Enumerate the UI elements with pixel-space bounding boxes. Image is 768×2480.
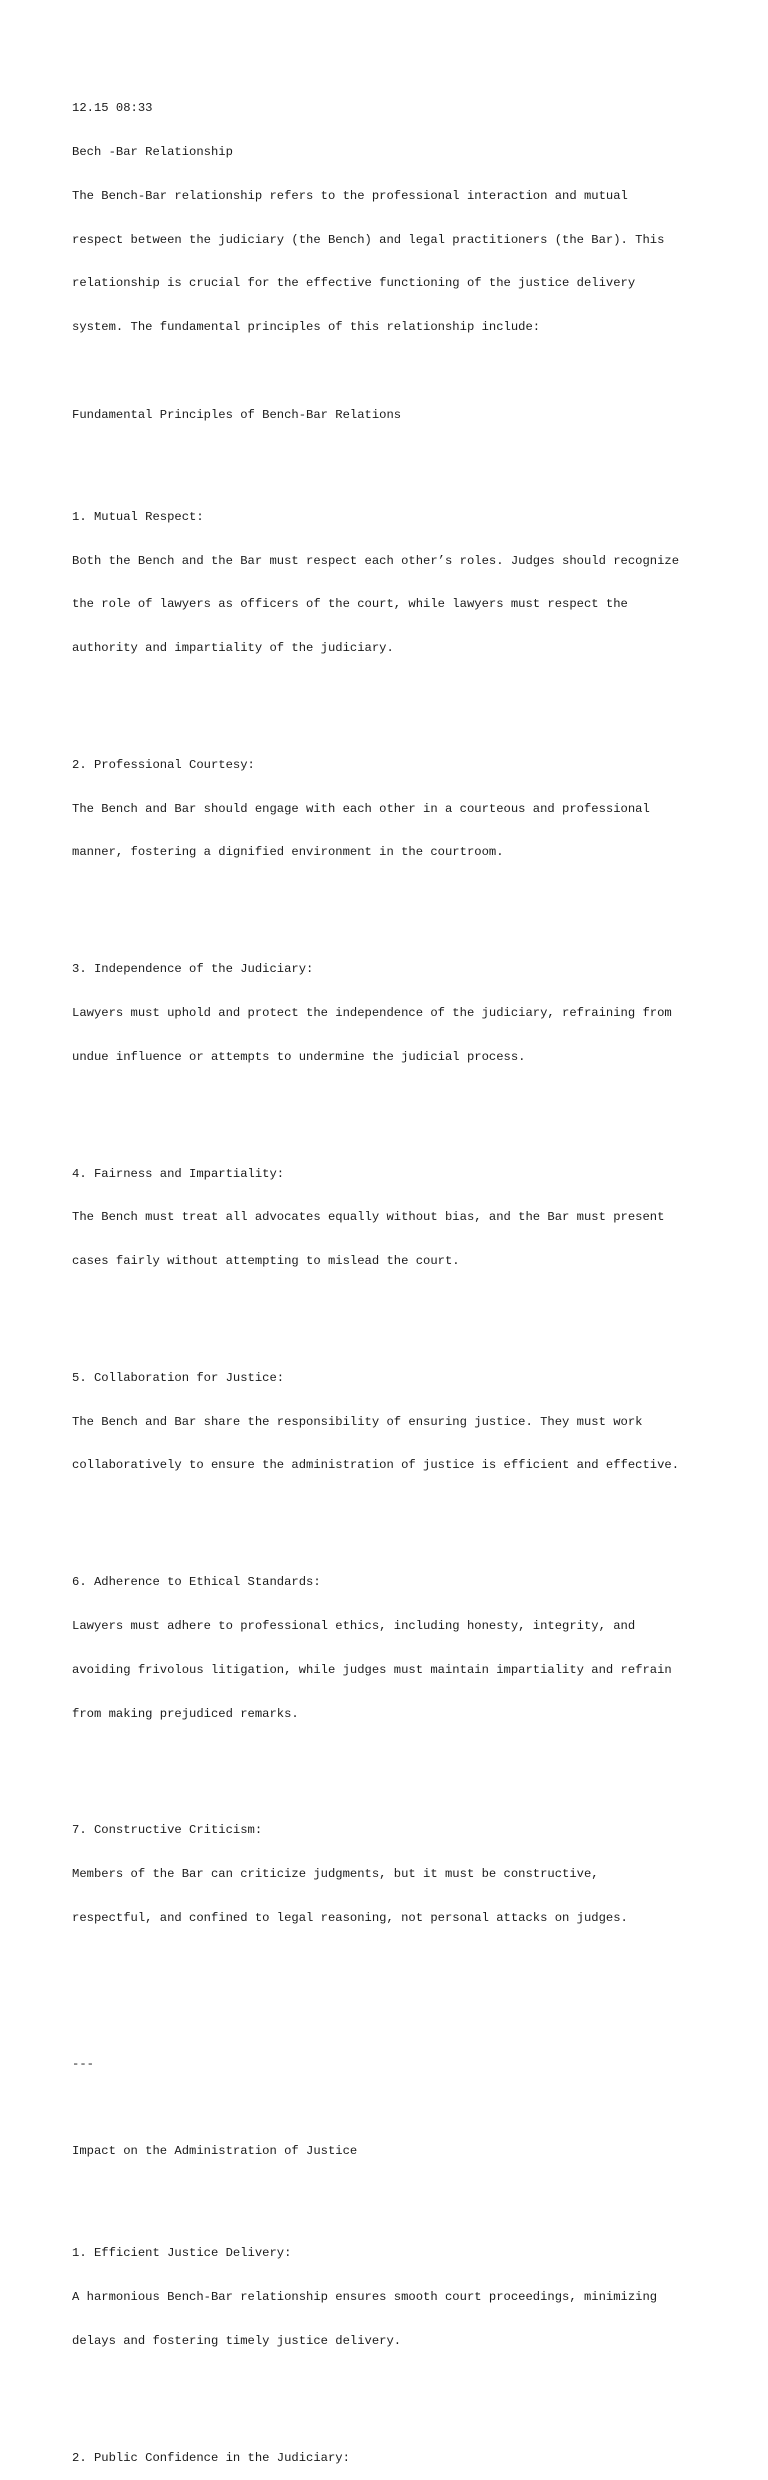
impact-title: 1. Efficient Justice Delivery: xyxy=(72,2246,292,2261)
timestamp: 12.15 08:33 xyxy=(72,101,153,116)
principle-text: Members of the Bar can criticize judgments, but it must be constructive, xyxy=(72,1867,599,1882)
principle-text: collaboratively to ensure the administration of justice is efficient and effective. xyxy=(72,1458,680,1473)
principle-text: authority and impartiality of the judiciary. xyxy=(72,641,394,656)
intro-line: relationship is crucial for the effective functioning of the justice delivery xyxy=(72,276,636,291)
principle-title: 2. Professional Courtesy: xyxy=(72,757,255,772)
principle-text: manner, fostering a dignified environment in the courtroom. xyxy=(72,845,504,860)
impact-heading: Impact on the Administration of Justice xyxy=(72,2144,358,2159)
principle-text: The Bench and Bar share the responsibility of ensuring justice. They must work xyxy=(72,1414,643,1429)
principle-text: Both the Bench and the Bar must respect each other’s roles. Judges should recognize xyxy=(72,553,680,568)
principle-title: 4. Fairness and Impartiality: xyxy=(72,1166,285,1181)
principles-heading: Fundamental Principles of Bench-Bar Relations xyxy=(72,407,402,422)
impact-title: 2. Public Confidence in the Judiciary: xyxy=(72,2450,350,2465)
impact-text: delays and fostering timely justice delivery. xyxy=(72,2334,402,2349)
principle-text: Lawyers must uphold and protect the independence of the judiciary, refraining from xyxy=(72,1006,672,1020)
principle-text: cases fairly without attempting to mislead the court. xyxy=(72,1254,460,1269)
principle-title: 3. Independence of the Judiciary: xyxy=(72,962,314,977)
intro-line: The Bench-Bar relationship refers to the professional interaction and mutual xyxy=(72,188,628,203)
principle-text: from making prejudiced remarks. xyxy=(72,1706,299,1721)
principle-title: 7. Constructive Criticism: xyxy=(72,1823,263,1838)
principle-title: 6. Adherence to Ethical Standards: xyxy=(72,1575,321,1590)
principle-title: 5. Collaboration for Justice: xyxy=(72,1370,285,1385)
principle-text: avoiding frivolous litigation, while judges must maintain impartiality and refrain xyxy=(72,1662,672,1677)
intro-line: respect between the judiciary (the Bench) and legal practitioners (the Bar). This xyxy=(72,232,665,247)
principle-text: undue influence or attempts to undermine the judicial process. xyxy=(72,1049,526,1064)
principle-text: the role of lawyers as officers of the court, while lawyers must respect the xyxy=(72,597,628,612)
section-separator: --- xyxy=(72,2056,94,2071)
principle-text: The Bench and Bar should engage with each other in a courteous and professional xyxy=(72,801,650,816)
principle-text: respectful, and confined to legal reasoning, not personal attacks on judges. xyxy=(72,1910,628,1925)
document-title: Bech -Bar Relationship xyxy=(72,144,233,159)
intro-line: system. The fundamental principles of this relationship include: xyxy=(72,320,541,335)
principle-text: The Bench must treat all advocates equally without bias, and the Bar must present xyxy=(72,1210,665,1225)
document-page xyxy=(72,72,712,2480)
impact-text: A harmonious Bench-Bar relationship ensures smooth court proceedings, minimizing xyxy=(72,2290,658,2305)
principle-text: Lawyers must adhere to professional ethics, including honesty, integrity, and xyxy=(72,1618,636,1633)
principle-title: 1. Mutual Respect: xyxy=(72,509,204,524)
